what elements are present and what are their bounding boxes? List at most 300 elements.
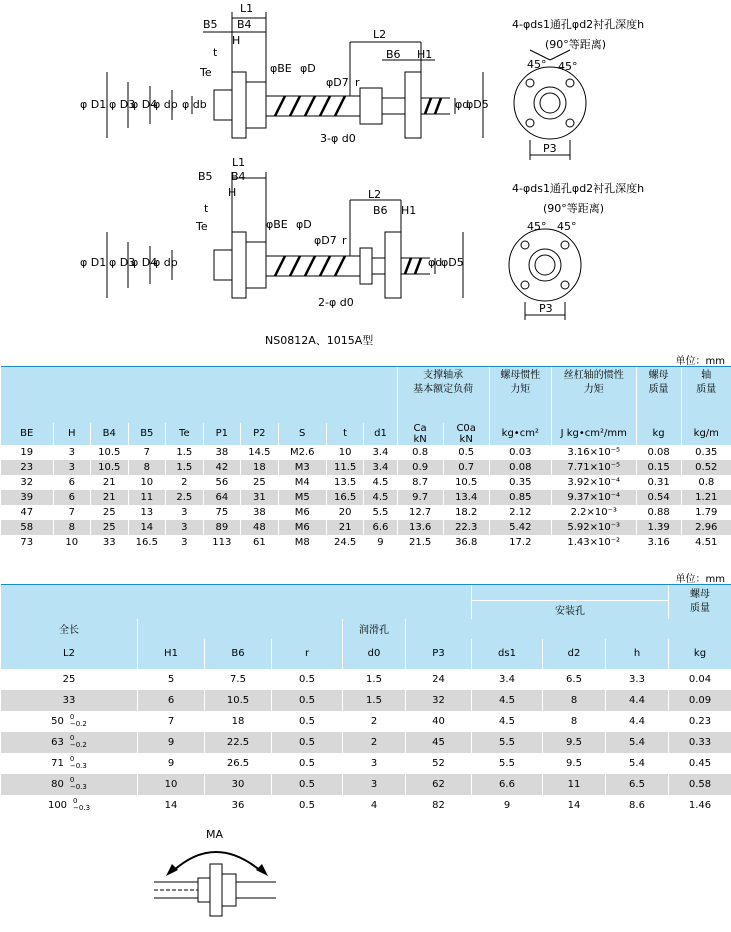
dim-D1-b: φ D1 bbox=[80, 256, 107, 269]
table-cell: 14.5 bbox=[241, 445, 279, 460]
end-view-note2-b: (90°等距离) bbox=[543, 202, 605, 215]
table-cell: 6.6 bbox=[364, 520, 397, 535]
table-cell: 0.5 bbox=[272, 690, 343, 711]
flange-top bbox=[232, 72, 246, 138]
table-cell: 3.4 bbox=[364, 460, 397, 475]
length-value: 80 bbox=[51, 779, 64, 790]
table-cell: 58 bbox=[1, 520, 54, 535]
length-value: 71 bbox=[51, 758, 64, 769]
table-cell: 24.5 bbox=[326, 535, 364, 550]
table-row bbox=[1, 732, 731, 753]
header-mount-hole-spacer bbox=[472, 585, 669, 601]
col-S: S bbox=[278, 423, 326, 445]
table-cell: 40 bbox=[406, 711, 472, 732]
table-cell: 52 bbox=[406, 753, 472, 774]
table-cell: 25 bbox=[91, 505, 129, 520]
dim-d-b: φd bbox=[428, 256, 443, 269]
table-cell: 2 bbox=[343, 732, 406, 753]
angle-2: 45° bbox=[558, 60, 578, 73]
col-r: r bbox=[272, 639, 343, 669]
dim-P3: P3 bbox=[543, 142, 557, 155]
table-cell: 2.12 bbox=[489, 505, 551, 520]
table-cell: 1.5 bbox=[343, 690, 406, 711]
table-cell: 22.3 bbox=[443, 520, 489, 535]
length-cell bbox=[1, 732, 138, 753]
table-cell: 42 bbox=[203, 460, 241, 475]
dim-D4-b: φ D4 bbox=[131, 256, 158, 269]
table-cell: 38 bbox=[203, 445, 241, 460]
table-cell: 9.5 bbox=[543, 732, 606, 753]
dim-L1-b: L1 bbox=[232, 156, 246, 169]
dim-t-b: t bbox=[204, 202, 209, 215]
table-cell: 11 bbox=[543, 774, 606, 795]
table-row bbox=[1, 505, 731, 520]
table-cell: 36 bbox=[205, 795, 272, 816]
col-ca: Ca kN bbox=[397, 423, 443, 445]
c0a-label: C0a bbox=[456, 422, 476, 434]
header-total-length: 全长 bbox=[1, 619, 138, 639]
dim-db: φ db bbox=[182, 98, 207, 111]
table-cell: 61 bbox=[241, 535, 279, 550]
table-cell: 9 bbox=[364, 535, 397, 550]
dim-H-b: H bbox=[228, 186, 237, 199]
length-cell bbox=[1, 753, 138, 774]
col-shaft-inertia: J kg•cm²/mm bbox=[551, 423, 636, 445]
table-cell: 10 bbox=[326, 445, 364, 460]
dim-Te-b: Te bbox=[196, 220, 208, 233]
table-cell: 6.5 bbox=[543, 669, 606, 690]
table-cell: 8 bbox=[543, 690, 606, 711]
dim-D5: φD5 bbox=[466, 98, 489, 111]
ca-label: Ca bbox=[413, 422, 427, 434]
table-cell: 17.2 bbox=[489, 535, 551, 550]
dim-H1-b: H1 bbox=[401, 204, 417, 217]
table-row bbox=[1, 690, 731, 711]
table-cell: 8 bbox=[53, 520, 91, 535]
col-B5: B5 bbox=[128, 423, 166, 445]
table-cell: 1.5 bbox=[166, 445, 204, 460]
col-nut-inertia: kg•cm² bbox=[489, 423, 551, 445]
table-cell: 20 bbox=[326, 505, 364, 520]
table-cell: 5.5 bbox=[364, 505, 397, 520]
table-cell: 0.03 bbox=[489, 445, 551, 460]
col-c0a: C0a kN bbox=[443, 423, 489, 445]
table-cell: 1.5 bbox=[343, 669, 406, 690]
table-cell: 9 bbox=[138, 732, 205, 753]
dim-t: t bbox=[213, 46, 218, 59]
table-cell: 14 bbox=[128, 520, 166, 535]
table-cell: 21 bbox=[326, 520, 364, 535]
dim-D-b: φD bbox=[296, 218, 312, 231]
table-cell: 0.8 bbox=[681, 475, 731, 490]
table-cell: 5.5 bbox=[472, 753, 543, 774]
table-cell: 64 bbox=[203, 490, 241, 505]
table-cell: 4.5 bbox=[472, 711, 543, 732]
length-value: 63 bbox=[51, 737, 64, 748]
col-H: H bbox=[53, 423, 91, 445]
table-cell: 3 bbox=[166, 520, 204, 535]
table-cell: M6 bbox=[278, 505, 326, 520]
table-cell: 4.5 bbox=[364, 490, 397, 505]
table-cell: 0.85 bbox=[489, 490, 551, 505]
tolerance: 0 −0.3 bbox=[73, 797, 91, 812]
dim-B5-b: B5 bbox=[198, 170, 213, 183]
table-cell: 6 bbox=[138, 690, 205, 711]
table-row bbox=[1, 460, 731, 475]
col-ds1: ds1 bbox=[472, 639, 543, 669]
table-cell: 56 bbox=[203, 475, 241, 490]
table-cell: M6 bbox=[278, 520, 326, 535]
table-row bbox=[1, 535, 731, 550]
tolerance: 0 −0.3 bbox=[69, 755, 87, 770]
table-cell: 89 bbox=[203, 520, 241, 535]
table-cell: 9 bbox=[472, 795, 543, 816]
end-view-note-b: 4-φds1通孔φd2衬孔深度h bbox=[512, 182, 645, 195]
table-cell: 3.92×10⁻⁴ bbox=[551, 475, 636, 490]
length-value: 33 bbox=[62, 694, 76, 706]
moment-label: MA bbox=[206, 828, 224, 841]
table-cell: 10.5 bbox=[205, 690, 272, 711]
table-cell: 5.92×10⁻³ bbox=[551, 520, 636, 535]
table-row bbox=[1, 795, 731, 816]
table-row bbox=[1, 445, 731, 460]
table-cell: 1.21 bbox=[681, 490, 731, 505]
table-cell: 13 bbox=[128, 505, 166, 520]
end-view-note2: (90°等距离) bbox=[545, 38, 607, 51]
table-cell: 0.35 bbox=[489, 475, 551, 490]
table-cell: 7 bbox=[138, 711, 205, 732]
table-cell: 3 bbox=[166, 505, 204, 520]
table-cell: 113 bbox=[203, 535, 241, 550]
table-cell: 0.8 bbox=[397, 445, 443, 460]
angle-1-b: 45° bbox=[527, 220, 547, 233]
length-cell bbox=[1, 774, 138, 795]
table-cell: 0.7 bbox=[443, 460, 489, 475]
dim-r: r bbox=[355, 76, 360, 89]
length-cell bbox=[1, 711, 138, 732]
table-cell: 4.5 bbox=[472, 690, 543, 711]
table-cell: 18.2 bbox=[443, 505, 489, 520]
length-cell bbox=[1, 795, 138, 816]
table-cell: 7 bbox=[53, 505, 91, 520]
col-shaft-mass: kg/m bbox=[681, 423, 731, 445]
table-cell: 21.5 bbox=[397, 535, 443, 550]
table-cell: 1.79 bbox=[681, 505, 731, 520]
table-cell: 38 bbox=[241, 505, 279, 520]
dim-D7-b: φD7 bbox=[314, 234, 337, 247]
table-row bbox=[1, 475, 731, 490]
table-cell: 11 bbox=[128, 490, 166, 505]
header-nut-inertia: 螺母惯性 力矩 bbox=[489, 367, 551, 423]
table-cell: M5 bbox=[278, 490, 326, 505]
dim-D: φD bbox=[300, 62, 316, 75]
table-cell: 1.43×10⁻² bbox=[551, 535, 636, 550]
table-cell: 19 bbox=[1, 445, 54, 460]
table-cell: 5.5 bbox=[472, 732, 543, 753]
table-cell: 0.5 bbox=[272, 753, 343, 774]
dim-B6-b: B6 bbox=[373, 204, 388, 217]
table-row bbox=[1, 520, 731, 535]
table-cell: 16.5 bbox=[128, 535, 166, 550]
dim-d0-b: 2-φ d0 bbox=[318, 296, 354, 309]
table-cell: 3.4 bbox=[472, 669, 543, 690]
table-cell: 0.04 bbox=[669, 669, 731, 690]
table-cell: 30 bbox=[205, 774, 272, 795]
col-kg: kg bbox=[669, 639, 731, 669]
table-cell: 0.5 bbox=[272, 732, 343, 753]
col-BE: BE bbox=[1, 423, 54, 445]
table-cell: 3.16 bbox=[636, 535, 681, 550]
table-cell: 0.9 bbox=[397, 460, 443, 475]
table-cell: 0.5 bbox=[272, 711, 343, 732]
table-cell: 12.7 bbox=[397, 505, 443, 520]
dim-d: φd bbox=[455, 98, 470, 111]
table-cell: 5 bbox=[138, 669, 205, 690]
table-cell: 10.5 bbox=[443, 475, 489, 490]
table-cell: 4.4 bbox=[606, 690, 669, 711]
technical-drawing bbox=[0, 0, 731, 345]
table-cell: 21 bbox=[91, 475, 129, 490]
table-cell: 75 bbox=[203, 505, 241, 520]
table-cell: 6.6 bbox=[472, 774, 543, 795]
tolerance: 0 −0.2 bbox=[69, 713, 87, 728]
table-cell: 33 bbox=[91, 535, 129, 550]
table-cell: 10 bbox=[128, 475, 166, 490]
col-t: t bbox=[326, 423, 364, 445]
table-cell: 3 bbox=[166, 535, 204, 550]
table-cell: M2.6 bbox=[278, 445, 326, 460]
dim-dp-b: φ dp bbox=[153, 256, 178, 269]
table-row bbox=[1, 711, 731, 732]
table-cell: 25 bbox=[241, 475, 279, 490]
table-cell: 0.88 bbox=[636, 505, 681, 520]
dim-L1: L1 bbox=[240, 2, 254, 15]
dim-BE: φBE bbox=[270, 62, 292, 75]
table-cell: 14 bbox=[543, 795, 606, 816]
table-cell: 1.46 bbox=[669, 795, 731, 816]
table-cell: 0.33 bbox=[669, 732, 731, 753]
end-view-note: 4-φds1通孔φd2衬孔深度h bbox=[512, 18, 645, 31]
table-cell: 23 bbox=[1, 460, 54, 475]
col-nut-mass: kg bbox=[636, 423, 681, 445]
table-cell: 3.3 bbox=[606, 669, 669, 690]
table-cell: 62 bbox=[406, 774, 472, 795]
table-row bbox=[1, 490, 731, 505]
col-B4: B4 bbox=[91, 423, 129, 445]
table-cell: 3 bbox=[53, 460, 91, 475]
dim-L2-b: L2 bbox=[368, 188, 382, 201]
dim-BE-b: φBE bbox=[266, 218, 288, 231]
table-cell: 14 bbox=[138, 795, 205, 816]
dim-P3-b: P3 bbox=[539, 302, 553, 315]
table-row bbox=[1, 669, 731, 690]
table-cell: 1.5 bbox=[166, 460, 204, 475]
header-shaft-inertia: 丝杠轴的惯性 力矩 bbox=[551, 367, 636, 423]
table-cell: 6 bbox=[53, 490, 91, 505]
table-cell: 45 bbox=[406, 732, 472, 753]
nut-flange bbox=[210, 864, 222, 916]
dim-D5-b: φD5 bbox=[441, 256, 464, 269]
header-load: 支撑轴承 基本额定负荷 bbox=[397, 367, 489, 423]
blank-header-2 bbox=[1, 585, 472, 601]
table-cell: 9.37×10⁻⁴ bbox=[551, 490, 636, 505]
table-cell: 25 bbox=[91, 520, 129, 535]
length-cell bbox=[1, 690, 138, 711]
table-cell: 9.7 bbox=[397, 490, 443, 505]
col-P1: P1 bbox=[203, 423, 241, 445]
model-caption: NS0812A、1015A型 bbox=[265, 334, 374, 347]
blank-header bbox=[1, 367, 398, 423]
table-cell: 2 bbox=[343, 711, 406, 732]
table-cell: 10 bbox=[53, 535, 91, 550]
spec-table-2 bbox=[0, 584, 731, 816]
dim-D3-b: φ D3 bbox=[109, 256, 136, 269]
table-cell: 9.5 bbox=[543, 753, 606, 774]
col-H1: H1 bbox=[138, 639, 205, 669]
table-cell: 0.31 bbox=[636, 475, 681, 490]
moment-diagram bbox=[150, 826, 280, 926]
table-cell: 0.52 bbox=[681, 460, 731, 475]
table-cell: M8 bbox=[278, 535, 326, 550]
dim-L2: L2 bbox=[373, 28, 387, 41]
moment-arc bbox=[172, 852, 262, 872]
table-cell: 7 bbox=[128, 445, 166, 460]
dim-D7: φD7 bbox=[326, 76, 349, 89]
table-cell: 0.15 bbox=[636, 460, 681, 475]
table-cell: 0.45 bbox=[669, 753, 731, 774]
unit-label-1: 单位：mm bbox=[675, 356, 725, 367]
table-cell: 73 bbox=[1, 535, 54, 550]
tolerance: 0 −0.2 bbox=[69, 734, 87, 749]
table-cell: 1.39 bbox=[636, 520, 681, 535]
col-d2: d2 bbox=[543, 639, 606, 669]
dim-H: H bbox=[232, 34, 241, 47]
table-cell: 2 bbox=[166, 475, 204, 490]
table-cell: 0.5 bbox=[272, 669, 343, 690]
table-cell: 48 bbox=[241, 520, 279, 535]
table-cell: 7.71×10⁻⁵ bbox=[551, 460, 636, 475]
angle-2-b: 45° bbox=[557, 220, 577, 233]
col-P3: P3 bbox=[406, 639, 472, 669]
table-cell: 4.4 bbox=[606, 711, 669, 732]
table-cell: 16.5 bbox=[326, 490, 364, 505]
table-cell: 0.09 bbox=[669, 690, 731, 711]
dim-B4-b: B4 bbox=[231, 170, 246, 183]
table-cell: 2.5 bbox=[166, 490, 204, 505]
dim-B4: B4 bbox=[237, 18, 252, 31]
table-cell: 18 bbox=[205, 711, 272, 732]
header-nut-mass-2: 螺母 质量 bbox=[669, 585, 731, 619]
table-cell: 32 bbox=[406, 690, 472, 711]
dim-d0: 3-φ d0 bbox=[320, 132, 356, 145]
table-cell: 0.5 bbox=[272, 795, 343, 816]
table-cell: 11.5 bbox=[326, 460, 364, 475]
table-cell: 7.5 bbox=[205, 669, 272, 690]
spec-table-1 bbox=[0, 366, 731, 550]
col-P2: P2 bbox=[241, 423, 279, 445]
table-cell: 5.4 bbox=[606, 732, 669, 753]
table-cell: 0.35 bbox=[681, 445, 731, 460]
table-cell: 26.5 bbox=[205, 753, 272, 774]
length-value: 50 bbox=[51, 716, 64, 727]
table-row bbox=[1, 753, 731, 774]
table-cell: 10.5 bbox=[91, 460, 129, 475]
table-cell: 0.58 bbox=[669, 774, 731, 795]
col-Te: Te bbox=[166, 423, 204, 445]
table-cell: 0.23 bbox=[669, 711, 731, 732]
col-L2: L2 bbox=[1, 639, 138, 669]
dim-B6: B6 bbox=[386, 48, 401, 61]
dim-dp: φ dp bbox=[153, 98, 178, 111]
angle-1: 45° bbox=[527, 58, 547, 71]
table-cell: 0.08 bbox=[636, 445, 681, 460]
table-cell: 36.8 bbox=[443, 535, 489, 550]
tolerance: 0 −0.3 bbox=[69, 776, 87, 791]
table-cell: 4.51 bbox=[681, 535, 731, 550]
table-cell: 82 bbox=[406, 795, 472, 816]
dim-B5: B5 bbox=[203, 18, 218, 31]
header-nut-mass: 螺母 质量 bbox=[636, 367, 681, 423]
dim-H1: H1 bbox=[417, 48, 433, 61]
dim-r-b: r bbox=[342, 234, 347, 247]
table-cell: 4.5 bbox=[364, 475, 397, 490]
table-cell: 5.42 bbox=[489, 520, 551, 535]
table-cell: 4 bbox=[343, 795, 406, 816]
length-cell bbox=[1, 669, 138, 690]
header-lube-hole: 润滑孔 bbox=[343, 619, 406, 639]
table-cell: 3.16×10⁻⁵ bbox=[551, 445, 636, 460]
dim-D1: φ D1 bbox=[80, 98, 107, 111]
table-cell: 13.5 bbox=[326, 475, 364, 490]
table-cell: 5.4 bbox=[606, 753, 669, 774]
dim-D4: φ D4 bbox=[131, 98, 158, 111]
table-cell: 9 bbox=[138, 753, 205, 774]
table-cell: 21 bbox=[91, 490, 129, 505]
table-cell: 31 bbox=[241, 490, 279, 505]
table-cell: 2.96 bbox=[681, 520, 731, 535]
col-h: h bbox=[606, 639, 669, 669]
table-cell: 3 bbox=[53, 445, 91, 460]
table-cell: 0.08 bbox=[489, 460, 551, 475]
length-value: 25 bbox=[62, 673, 76, 685]
table-cell: 0.5 bbox=[272, 774, 343, 795]
table-cell: 8 bbox=[128, 460, 166, 475]
table-cell: 22.5 bbox=[205, 732, 272, 753]
col-d1: d1 bbox=[364, 423, 397, 445]
length-value: 100 bbox=[47, 800, 68, 811]
table-cell: 18 bbox=[241, 460, 279, 475]
table-cell: 6 bbox=[53, 475, 91, 490]
table-cell: 2.2×10⁻³ bbox=[551, 505, 636, 520]
table-cell: 3.4 bbox=[364, 445, 397, 460]
table-cell: 13.6 bbox=[397, 520, 443, 535]
table-cell: 32 bbox=[1, 475, 54, 490]
table-cell: 10.5 bbox=[91, 445, 129, 460]
dim-D3: φ D3 bbox=[109, 98, 136, 111]
table-cell: 3 bbox=[343, 774, 406, 795]
table-cell: 3 bbox=[343, 753, 406, 774]
table-cell: 10 bbox=[138, 774, 205, 795]
table-cell: M4 bbox=[278, 475, 326, 490]
table-cell: 24 bbox=[406, 669, 472, 690]
header-shaft-mass: 轴 质量 bbox=[681, 367, 731, 423]
col-B6: B6 bbox=[205, 639, 272, 669]
table-cell: 6.5 bbox=[606, 774, 669, 795]
table-cell: 8.7 bbox=[397, 475, 443, 490]
table-cell: M3 bbox=[278, 460, 326, 475]
dim-Te: Te bbox=[200, 66, 212, 79]
table-row bbox=[1, 774, 731, 795]
